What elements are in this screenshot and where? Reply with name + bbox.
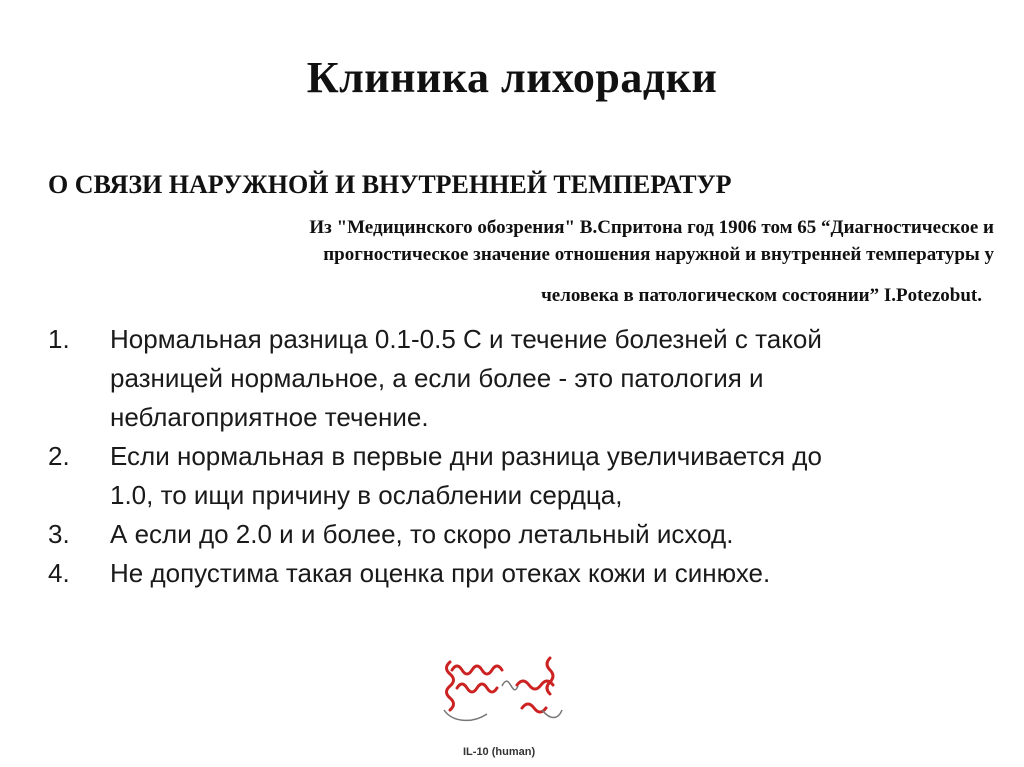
protein-structure-image — [432, 640, 572, 730]
list-item-line: Не допустима такая оценка при отеках кожи и синюхе. — [110, 558, 771, 588]
numbered-list — [48, 320, 998, 593]
citation-line-3: человека в патологическом состоянии” I.Potezobut. — [541, 285, 982, 306]
loop-strand — [444, 710, 487, 720]
list-item — [48, 554, 998, 593]
slide-title: Клиника лихорадки — [306, 53, 718, 102]
list-item-text — [110, 515, 998, 554]
list-item-line: Если нормальная в первые дни разница увеличивается до — [110, 441, 822, 471]
list-item-line: А если до 2.0 и и более, то скоро летальный исход. — [110, 519, 734, 549]
list-item-line: неблагоприятное течение. — [110, 402, 429, 432]
list-item — [48, 320, 998, 437]
helix-left — [452, 666, 502, 674]
figure-label: IL-10 (human) — [463, 746, 536, 758]
list-item-line: Нормальная разница 0.1-0.5 С и течение болезней с такой — [110, 324, 822, 354]
helix-left-lower — [457, 684, 497, 692]
citation-line-2: прогностическое значение отношения наружной и внутренней температуры у — [323, 244, 994, 265]
list-item-line: разницей нормальное, а если более - это патология и — [110, 363, 764, 393]
list-item-number: 2. — [48, 441, 70, 471]
list-item-text — [110, 554, 998, 593]
list-item-text — [110, 320, 998, 437]
helix-right-vertical — [547, 658, 553, 694]
list-item — [48, 437, 998, 515]
list-item-number: 4. — [48, 558, 70, 588]
slide-subtitle: О СВЯЗИ НАРУЖНОЙ И ВНУТРЕННЕЙ ТЕМПЕРАТУР — [48, 170, 732, 199]
citation-line-1: Из "Медицинского обозрения" В.Спритона год 1906 том 65 “Диагностическое и — [309, 217, 994, 238]
citation — [60, 214, 994, 309]
list-item-text — [110, 437, 998, 515]
list-item — [48, 515, 998, 554]
list-item-number: 3. — [48, 519, 70, 549]
list-item-number: 1. — [48, 324, 70, 354]
list-item-line: 1.0, то ищи причину в ослаблении сердца, — [110, 480, 623, 510]
